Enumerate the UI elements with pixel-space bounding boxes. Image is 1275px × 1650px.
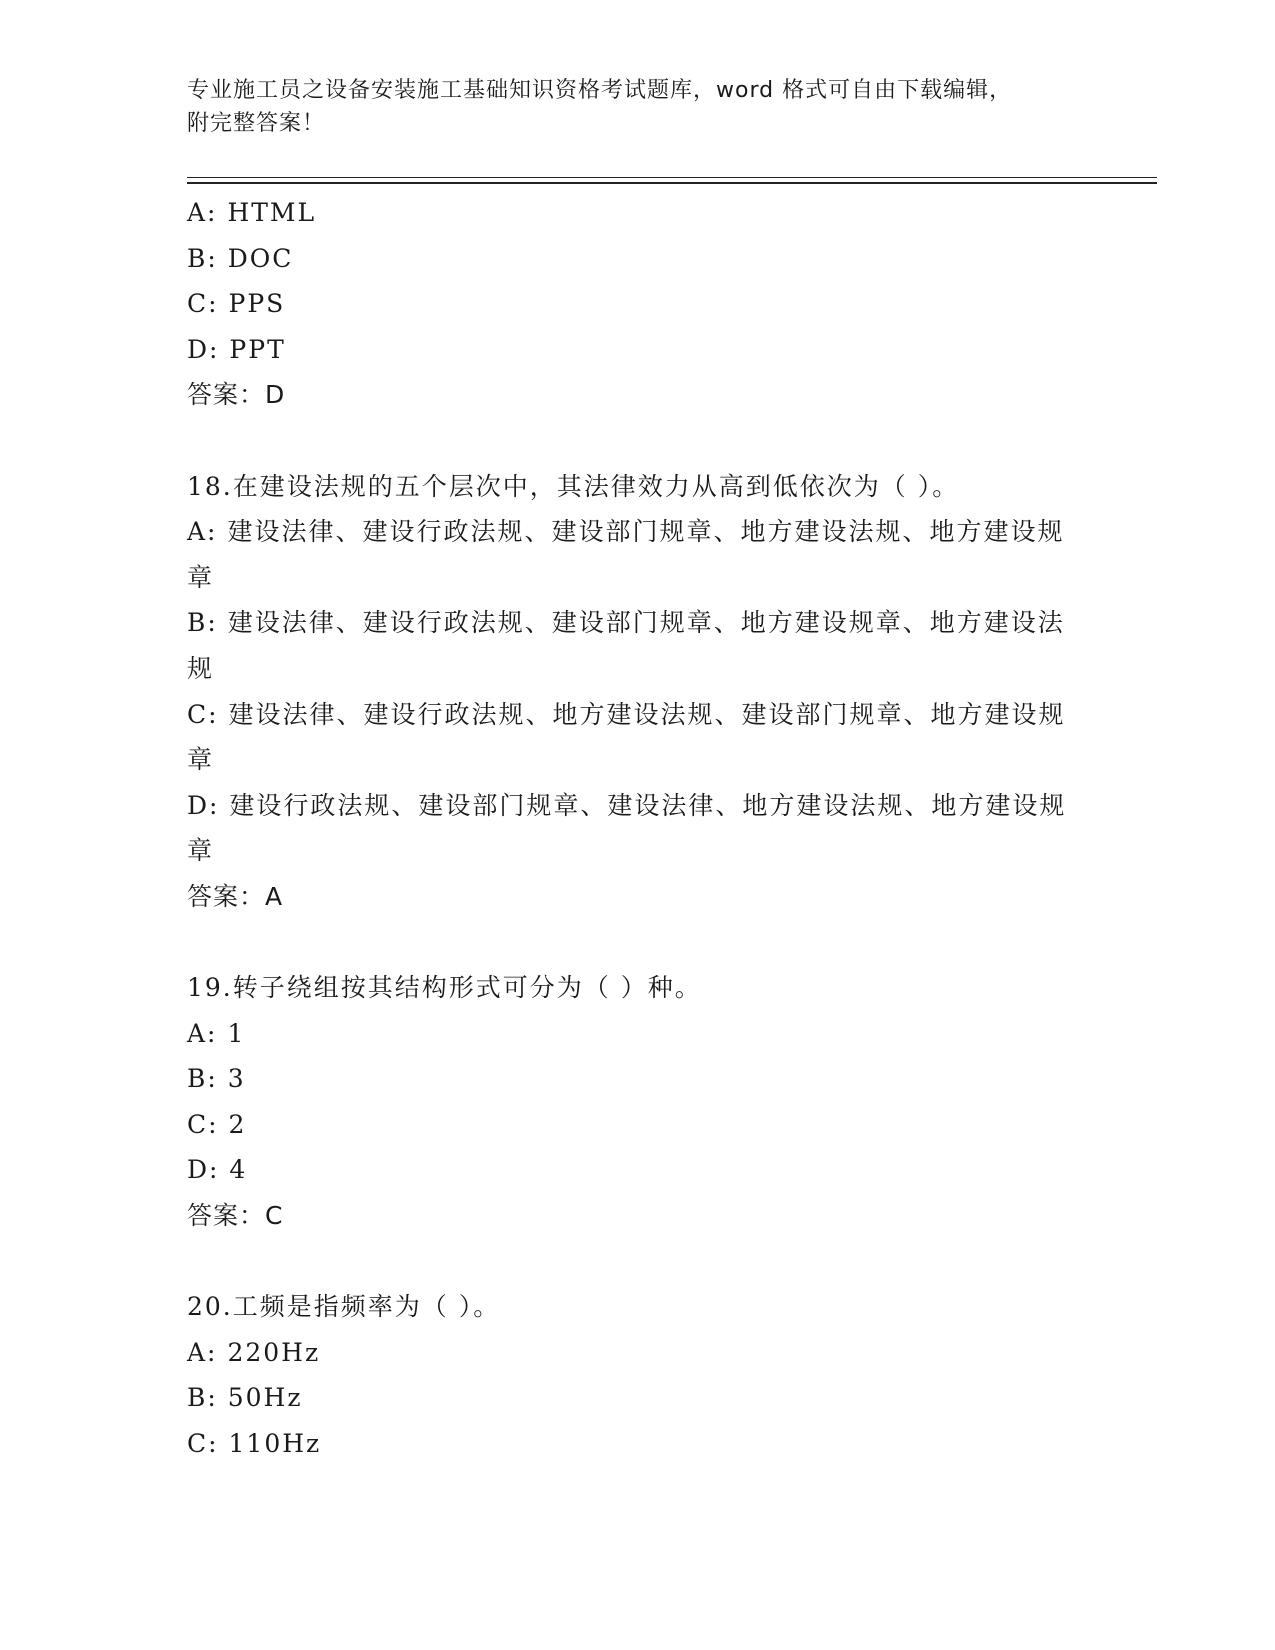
spacer xyxy=(187,1239,1087,1285)
answer-19: 答案：C xyxy=(187,1201,284,1231)
option-a: A: 220Hz xyxy=(187,1337,321,1367)
option-d: D: 4 xyxy=(187,1155,248,1185)
question-20 xyxy=(187,1284,1087,1466)
question-19 xyxy=(187,965,1087,1239)
question-20-text: 20.工频是指频率为（ ）。 xyxy=(187,1292,501,1322)
question-18-text: 18.在建设法规的五个层次中，其法律效力从高到低依次为（ ）。 xyxy=(187,471,960,501)
option-c: C: 建设法律、建设行政法规、地方建设法规、建设部门规章、地方建设规章 xyxy=(187,699,1066,775)
option-b: B: 建设法律、建设行政法规、建设部门规章、地方建设规章、地方建设法规 xyxy=(187,608,1065,683)
question-17-options xyxy=(187,190,1087,418)
header-line-1: 专业施工员之设备安装施工基础知识资格考试题库，word 格式可自由下载编辑， xyxy=(187,78,1013,103)
answer-18: 答案：A xyxy=(187,881,284,911)
document-header xyxy=(187,74,1087,140)
option-b: B: 50Hz xyxy=(187,1383,303,1413)
option-d: D: 建设行政法规、建设部门规章、建设法律、地方建设法规、地方建设规章 xyxy=(187,790,1067,866)
header-line-2: 附完整答案！ xyxy=(187,111,326,136)
answer-17: 答案：D xyxy=(187,380,286,410)
option-d: D: PPT xyxy=(187,334,286,364)
option-a: A: 1 xyxy=(187,1018,246,1048)
option-c: C: 2 xyxy=(187,1109,247,1139)
spacer xyxy=(187,418,1087,464)
header-divider xyxy=(187,177,1157,184)
question-content xyxy=(187,190,1087,1467)
option-a: A: 建设法律、建设行政法规、建设部门规章、地方建设法规、地方建设规章 xyxy=(187,517,1065,592)
option-c: C: PPS xyxy=(187,289,286,319)
option-b: B: 3 xyxy=(187,1064,246,1094)
option-b: B: DOC xyxy=(187,243,294,273)
spacer xyxy=(187,920,1087,966)
question-18 xyxy=(187,464,1087,920)
option-a: A: HTML xyxy=(187,198,317,227)
question-19-text: 19.转子绕组按其结构形式可分为（ ）种。 xyxy=(187,973,702,1003)
option-c: C: 110Hz xyxy=(187,1429,322,1459)
